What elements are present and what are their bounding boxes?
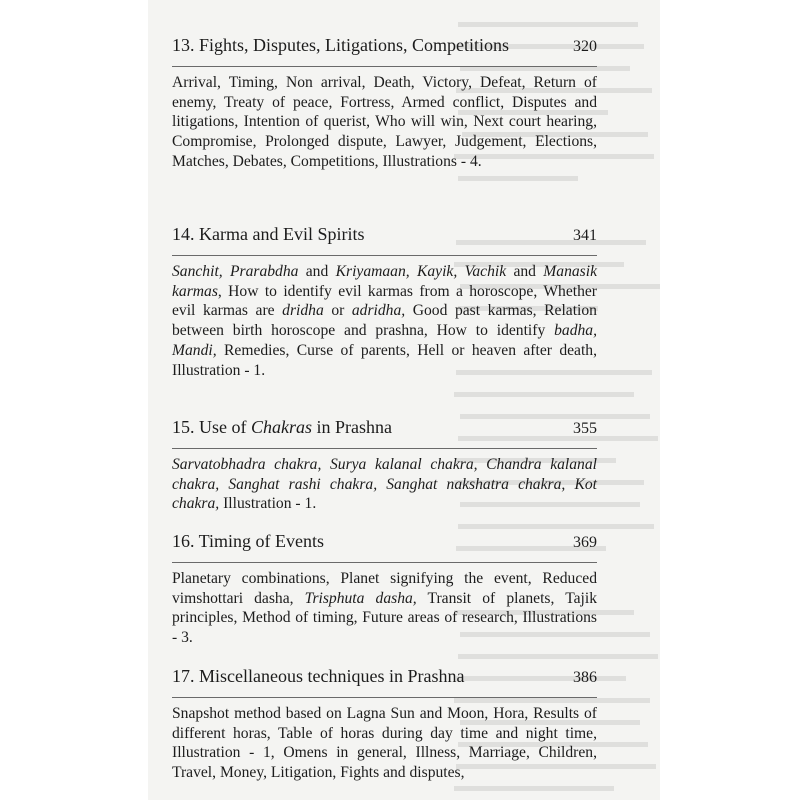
section-page-number: 386 — [573, 669, 597, 686]
text-run: Snapshot method based on Lagna Sun and Moon, Hora, Results of different horas, Table of horas during day time and night time, Illustration - 1, Omens in general, Illness, Marriage, Children, Travel, Money, Litigation, Fights and disputes, — [172, 705, 597, 782]
section-body — [172, 569, 597, 648]
section-heading — [172, 530, 597, 554]
text-run: Arrival, Timing, Non arrival, Death, Victory, Defeat, Return of enemy, Treaty of peace, Fortress, Armed conflict, Disputes and litigations, Intention of querist, Who will win, Next court hearing, Compromise, Prolonged dispute, Lawyer, Judgement, Elections, Matches, Debates, Competitions, Illustrations - 4. — [172, 74, 597, 170]
section-page-number: 369 — [573, 534, 597, 551]
book-page — [148, 0, 660, 800]
italic-text: Trisphuta dasha, — [304, 589, 417, 607]
toc-section-14 — [172, 223, 597, 380]
section-heading — [172, 223, 597, 247]
text-run: , How to identify evil karmas from a horoscope, Whether evil karmas are — [172, 282, 597, 320]
section-title: 17. Miscellaneous techniques in Prashna — [172, 666, 465, 686]
section-heading — [172, 665, 597, 689]
text-run: or — [323, 302, 352, 320]
italic-text: Chakras — [251, 417, 313, 437]
italic-text: Sarvatobhadra chakra, Surya kalanal chakra, Chandra kalanal chakra, Sanghat rashi chakra, Sanghat nakshatra chakra, Kot chakra, — [172, 456, 597, 513]
section-heading — [172, 416, 597, 440]
text-run: and — [298, 263, 336, 280]
section-heading — [172, 34, 597, 58]
section-page-number: 355 — [573, 420, 597, 437]
text-run: in Prashna — [312, 417, 393, 437]
text-run: Illustration - 1. — [219, 495, 317, 513]
toc-section-16 — [172, 530, 597, 648]
section-divider — [172, 697, 597, 698]
italic-text: Kriyamaan, Kayik, Vachik — [335, 263, 507, 280]
text-run: and — [506, 263, 544, 280]
italic-text: Sanchit, Prarabdha — [172, 263, 299, 280]
section-title: 14. Karma and Evil Spirits — [172, 224, 365, 244]
section-divider — [172, 562, 597, 563]
section-body — [172, 455, 597, 514]
text-run: Good past karmas, Relation between birth horoscope and prashna, How to identify — [172, 302, 597, 340]
italic-text: adridha, — [351, 302, 406, 320]
italic-text: dridha — [282, 302, 324, 320]
section-title: 16. Timing of Events — [172, 531, 325, 551]
toc-section-13 — [172, 34, 597, 172]
section-divider — [172, 66, 597, 67]
text-run: 15. Use of — [172, 417, 251, 437]
section-title: 13. Fights, Disputes, Litigations, Competitions — [172, 35, 510, 55]
section-body — [172, 704, 597, 783]
section-body — [172, 73, 597, 172]
toc-section-17 — [172, 665, 597, 783]
section-title — [172, 416, 392, 438]
section-page-number: 341 — [573, 227, 597, 244]
section-page-number: 320 — [573, 38, 597, 55]
text-run: Remedies, Curse of parents, Hell or heaven after death, Illustration - 1. — [172, 341, 597, 379]
section-body — [172, 262, 597, 380]
section-divider — [172, 448, 597, 449]
toc-section-15 — [172, 416, 597, 514]
section-divider — [172, 255, 597, 256]
italic-text: Manasik karmas — [172, 263, 597, 300]
text-run: Planetary combinations, Planet signifying the event, Reduced vimshottari dasha, — [172, 570, 597, 607]
italic-text: badha, Mandi, — [172, 322, 597, 359]
text-run: Transit of planets, Tajik principles, Method of timing, Future areas of research, Illustrations - 3. — [172, 589, 598, 647]
